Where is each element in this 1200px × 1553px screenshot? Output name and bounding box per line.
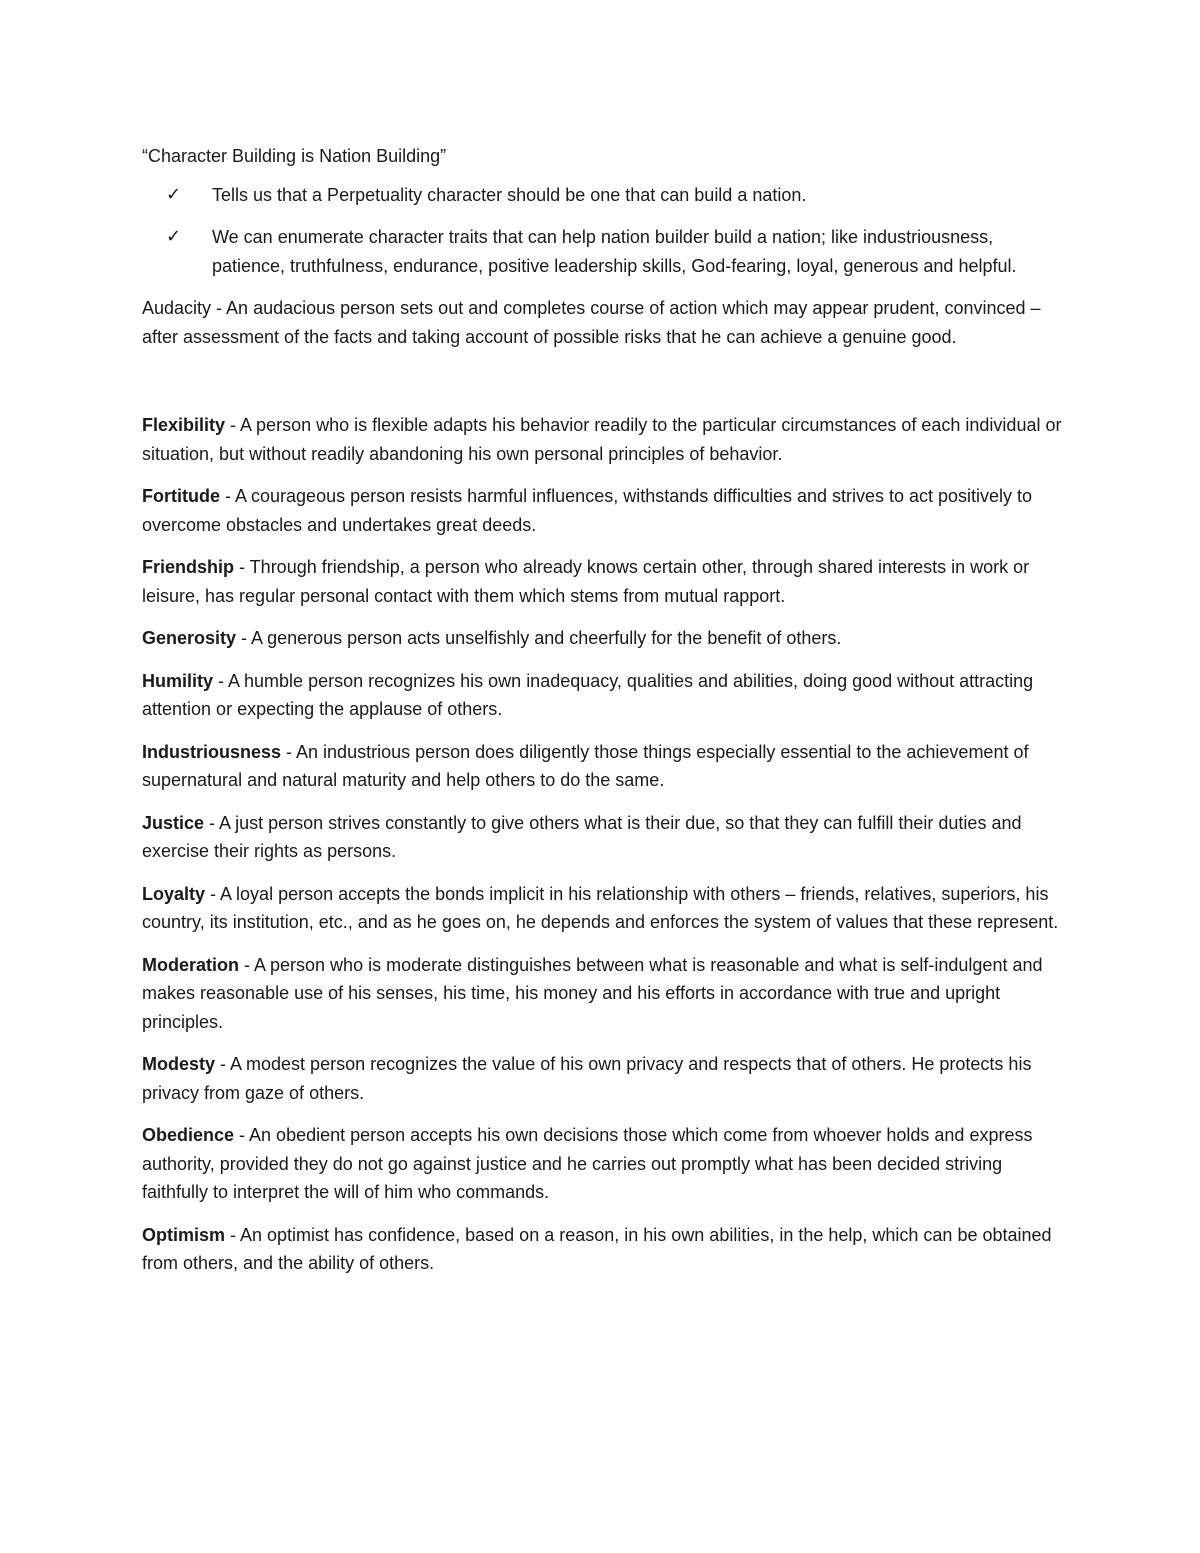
trait-audacity [142, 294, 1062, 351]
trait-term: Obedience [142, 1125, 235, 1145]
trait-term: Generosity [142, 628, 237, 648]
trait-fortitude [142, 482, 1062, 539]
trait-definition: - An obedient person accepts his own decisions those which come from whoever holds and express authority, provided they do not go against justice and he carries out promptly what has been decided striving faithfully to interpret the will of him who commands. [142, 1125, 1033, 1202]
trait-definition: - A loyal person accepts the bonds implicit in his relationship with others – friends, relatives, superiors, his country, its institution, etc., and as he goes on, he depends and enforces the system of values that these represent. [142, 883, 1059, 932]
trait-generosity [142, 624, 1062, 653]
trait-term: Modesty [142, 1054, 216, 1074]
trait-industriousness [142, 738, 1062, 795]
trait-loyalty [142, 880, 1062, 937]
check-icon: ✓ [166, 226, 182, 247]
checklist-item [142, 181, 1062, 210]
trait-modesty [142, 1050, 1062, 1107]
section-spacer [142, 365, 1062, 411]
check-icon: ✓ [166, 183, 182, 205]
trait-term: Humility [142, 670, 214, 691]
trait-term: Friendship [142, 557, 235, 577]
trait-term: Audacity [142, 298, 212, 318]
trait-term: Loyalty [142, 883, 206, 904]
trait-justice [142, 809, 1062, 866]
document-body [142, 142, 1062, 1292]
trait-term: Industriousness [142, 741, 282, 762]
checklist [142, 181, 1062, 281]
trait-definition: - A courageous person resists harmful influences, withstands difficulties and strives to act positively to overcome obstacles and undertakes great deeds. [142, 486, 1033, 535]
trait-term: Optimism [142, 1224, 226, 1245]
trait-definition: - An audacious person sets out and completes course of action which may appear prudent, convinced – after assessment of the facts and taking account of possible risks that he can achieve a genuine good. [142, 298, 1041, 347]
trait-definition: - An industrious person does diligently those things especially essential to the achievement of supernatural and natural maturity and help others to do the same. [142, 741, 1029, 790]
trait-optimism [142, 1221, 1062, 1278]
trait-friendship [142, 553, 1062, 610]
trait-definition: - A modest person recognizes the value of his own privacy and respects that of others. He protects his privacy from gaze of others. [142, 1054, 1032, 1103]
checklist-item-text: We can enumerate character traits that can help nation builder build a nation; like industriousness, patience, truthfulness, endurance, positive leadership skills, God-fearing, loyal, generous and helpful. [212, 227, 1017, 276]
trait-definition: - A person who is moderate distinguishes between what is reasonable and what is self-indulgent and makes reasonable use of his senses, his time, his money and his efforts in accordance with true and upright principles. [142, 954, 1043, 1032]
trait-definition: - A just person strives constantly to give others what is their due, so that they can fulfill their duties and exercise their rights as persons. [142, 812, 1022, 861]
trait-humility [142, 667, 1062, 724]
trait-term: Fortitude [142, 486, 220, 506]
trait-term: Justice [142, 812, 205, 833]
trait-definition: - A person who is flexible adapts his behavior readily to the particular circumstances of each individual or situation, but without readily abandoning his own personal principles of behavior. [142, 415, 1062, 464]
trait-flexibility [142, 411, 1062, 468]
trait-obedience [142, 1121, 1062, 1207]
checklist-item [142, 223, 1062, 280]
trait-definition: - An optimist has confidence, based on a reason, in his own abilities, in the help, which can be obtained from others, and the ability of others. [142, 1224, 1052, 1273]
trait-term: Flexibility [142, 415, 226, 435]
trait-definition: - A humble person recognizes his own inadequacy, qualities and abilities, doing good without attracting attention or expecting the applause of others. [142, 670, 1034, 719]
trait-moderation [142, 951, 1062, 1037]
trait-definition: - Through friendship, a person who already knows certain other, through shared interests in work or leisure, has regular personal contact with them which stems from mutual rapport. [142, 557, 1030, 606]
trait-term: Moderation [142, 954, 239, 975]
document-title: “Character Building is Nation Building” [142, 146, 447, 166]
trait-definition: - A generous person acts unselfishly and cheerfully for the benefit of others. [236, 628, 842, 648]
checklist-item-text: Tells us that a Perpetuality character should be one that can build a nation. [212, 184, 807, 205]
